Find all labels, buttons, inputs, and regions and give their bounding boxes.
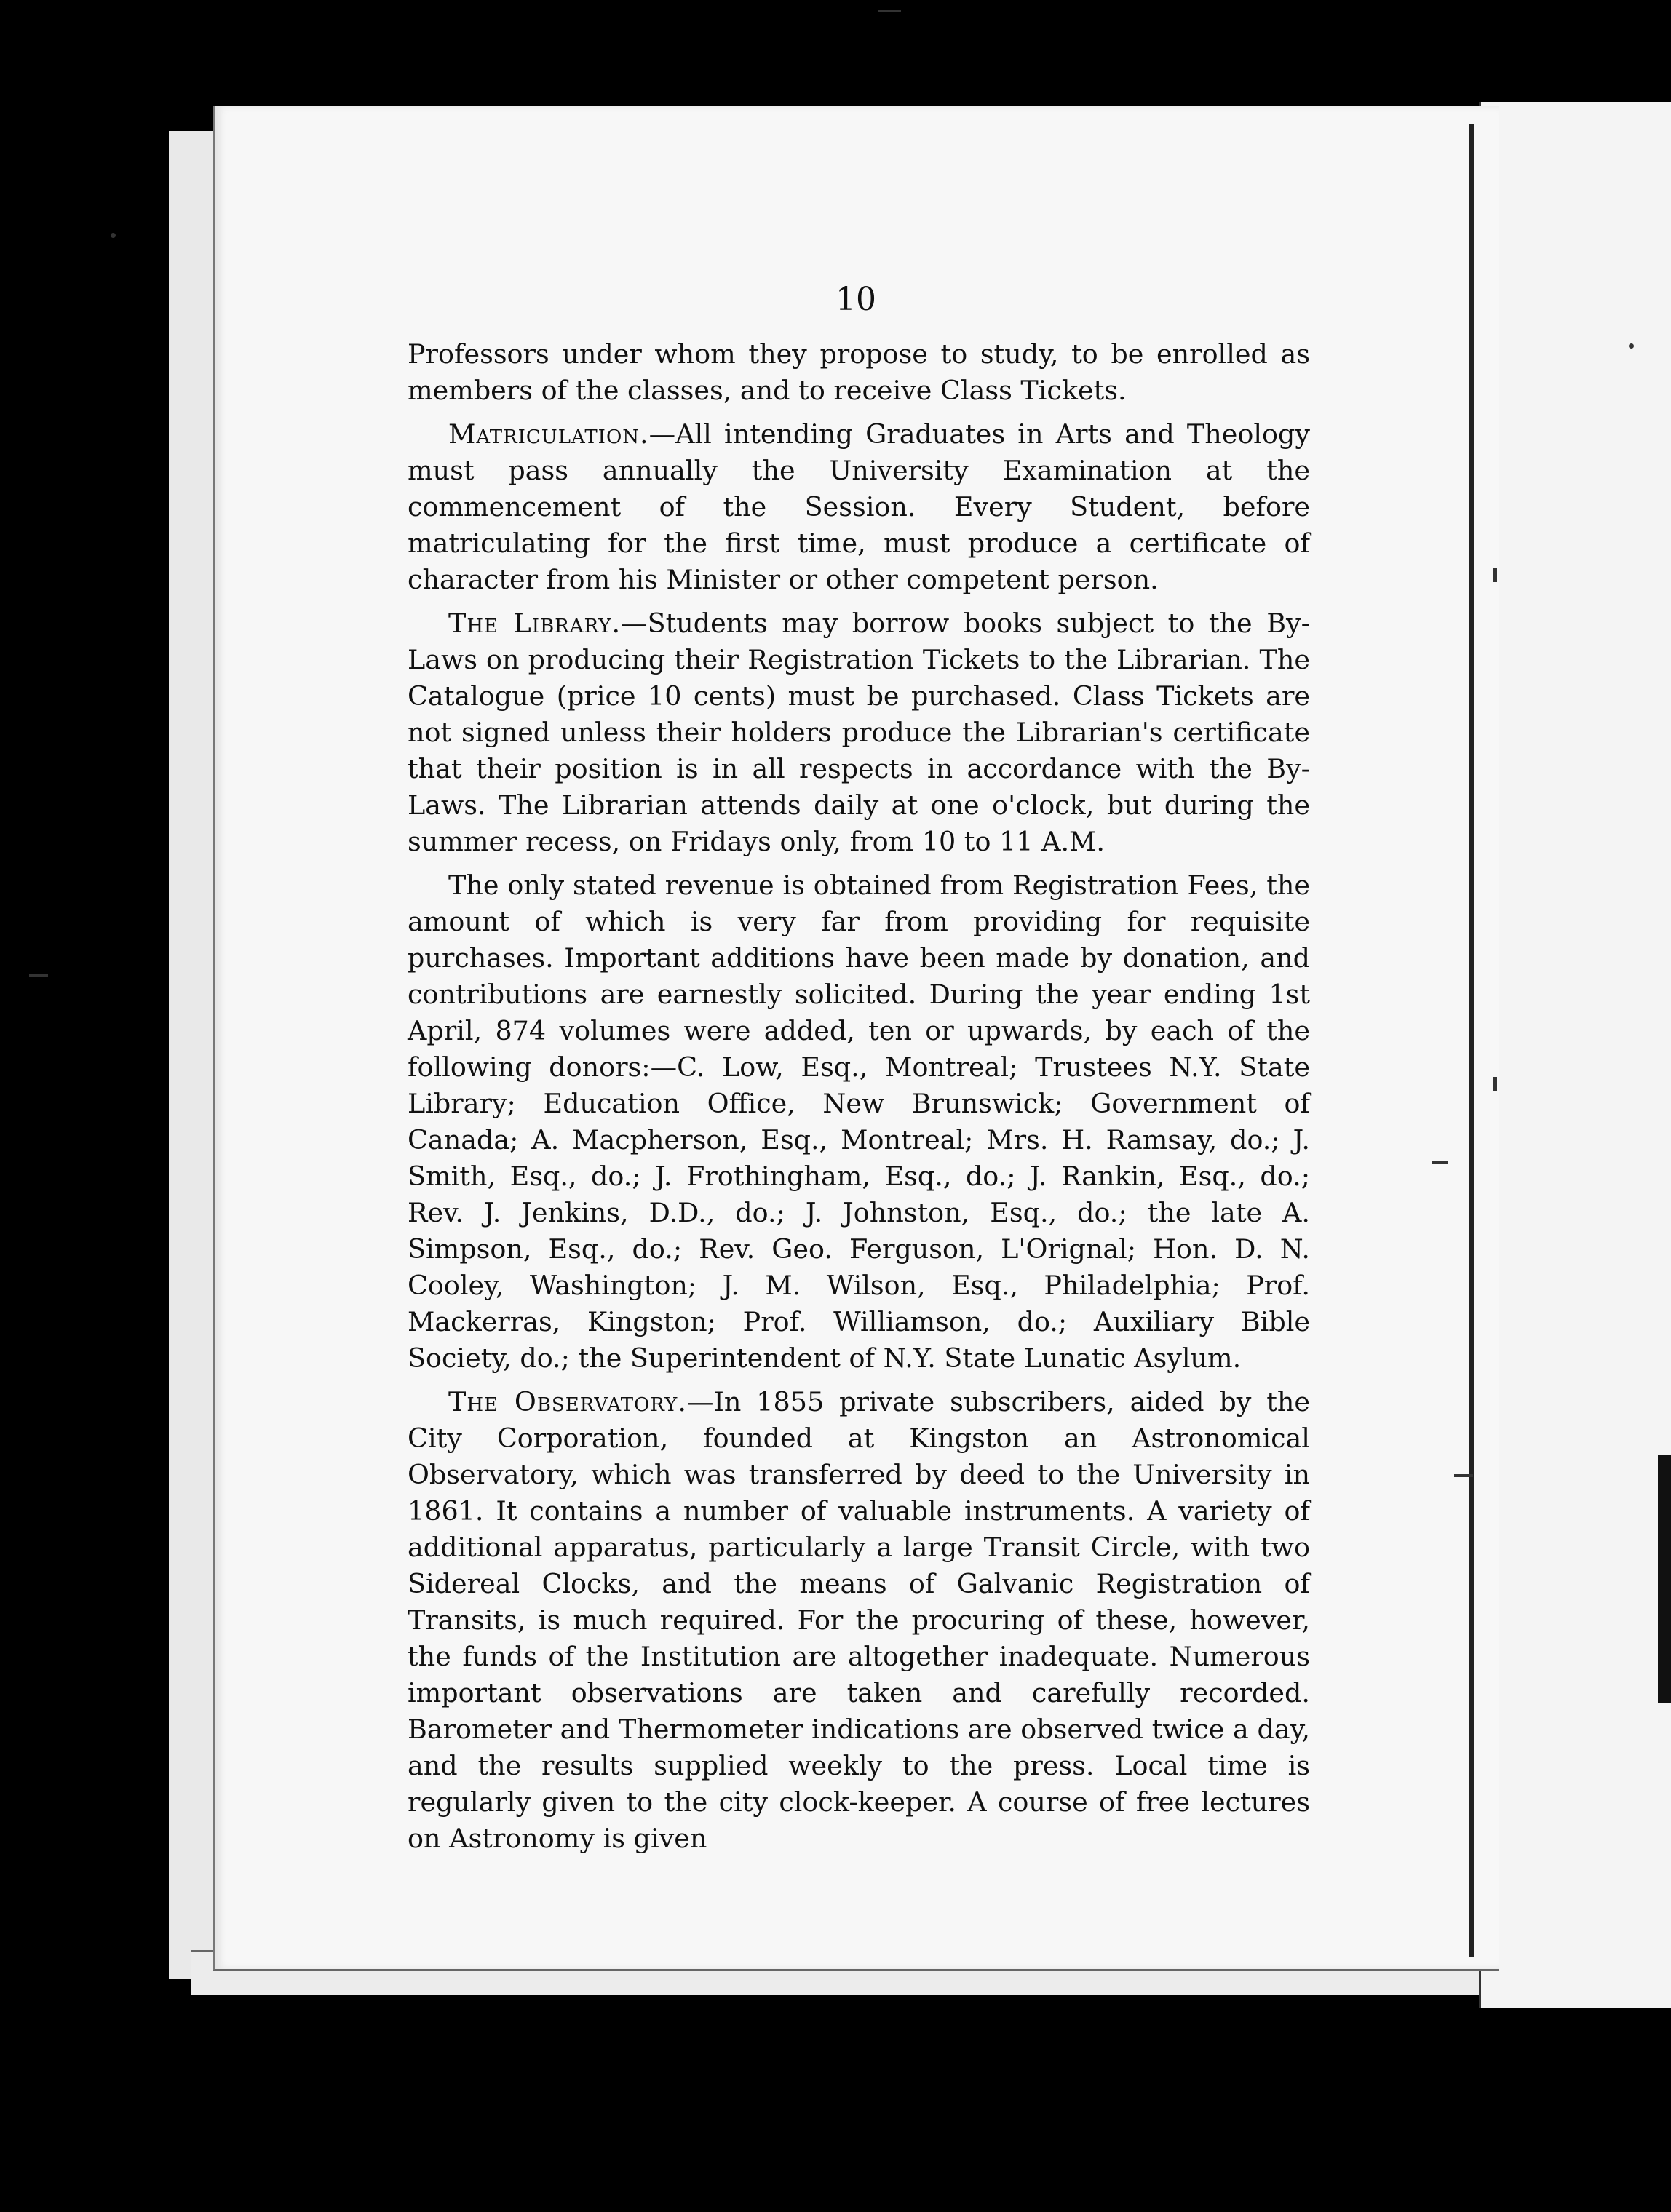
paragraph-matriculation	[408, 416, 1310, 598]
page-number: 10	[836, 281, 876, 318]
margin-mark	[1493, 568, 1497, 582]
paragraph-text: —All intending Graduates in Arts and Theology must pass annually the University Examination at the commencement of the Session. Every Student, before matriculating for the first time, must produce a certificate of character from his Minister or other competent person.	[408, 418, 1310, 595]
page-gutter	[1469, 124, 1474, 1957]
facing-page	[1479, 102, 1671, 2008]
page-body	[408, 336, 1310, 1864]
margin-mark	[1493, 1077, 1497, 1091]
section-heading: Matriculation.	[448, 418, 649, 450]
paragraph-library	[408, 605, 1310, 860]
paragraph-donors	[408, 867, 1310, 1377]
margin-mark	[1629, 343, 1634, 349]
margin-mark	[111, 233, 116, 238]
paragraph-continuation	[408, 336, 1310, 409]
margin-mark	[878, 10, 901, 12]
paragraph-text: The only stated revenue is obtained from Registration Fees, the amount of which is very far from providing for requisite purchases. Important additions have been made by donation, and contributions are earnestly solicited. During the year ending 1st April, 874 volumes were added, ten or upwards, by each of the following donors:—C. Low, Esq., Montreal; Trustees N.Y. State Library; Education Office, New Brunswick; Government of Canada; A. Macpherson, Esq., Montreal; Mrs. H. Ramsay, do.; J. Smith, Esq., do.; J. Frothingham, Esq., do.; J. Rankin, Esq., do.; Rev. J. Jenkins, D.D., do.; J. Johnston, Esq., do.; the late A. Simpson, Esq., do.; Rev. Geo. Ferguson, L'Orignal; Hon. D. N. Cooley, Washington; J. M. Wilson, Esq., Philadelphia; Prof. Mackerras, Kingston; Prof. Williamson, do.; Auxiliary Bible Society, do.; the Superintendent of N.Y. State Lunatic Asylum.	[408, 870, 1310, 1374]
paragraph-text: Professors under whom they propose to study, to be enrolled as members of the classes, and to receive Class Tickets.	[408, 338, 1310, 406]
paragraph-observatory	[408, 1384, 1310, 1857]
margin-mark	[1454, 1474, 1473, 1477]
scan-border-bar	[1658, 1455, 1671, 1703]
section-heading: The Library.	[448, 608, 622, 639]
section-heading: The Observatory.	[448, 1386, 687, 1417]
paragraph-text: —In 1855 private subscribers, aided by the City Corporation, founded at Kingston an Astronomical Observatory, which was transferred by deed to the University in 1861. It contains a number of valuable instruments. A variety of additional apparatus, particularly a large Transit Circle, with two Sidereal Clocks, and the means of Galvanic Registration of Transits, is much required. For the procuring of these, however, the funds of the Institution are altogether inadequate. Numerous important observations are taken and carefully recorded. Barometer and Thermometer indications are observed twice a day, and the results supplied weekly to the press. Local time is regularly given to the city clock-keeper. A course of free lectures on Astronomy is given	[408, 1386, 1310, 1854]
paragraph-text: —Students may borrow books subject to the By-Laws on producing their Registration Tickets to the Librarian. The Catalogue (price 10 cents) must be purchased. Class Tickets are not signed unless their holders produce the Librarian's certificate that their position is in all respects in accordance with the By-Laws. The Librarian attends daily at one o'clock, but during the summer recess, on Fridays only, from 10 to 11 A.M.	[408, 608, 1310, 857]
margin-mark	[29, 974, 48, 977]
margin-mark	[1432, 1161, 1448, 1164]
